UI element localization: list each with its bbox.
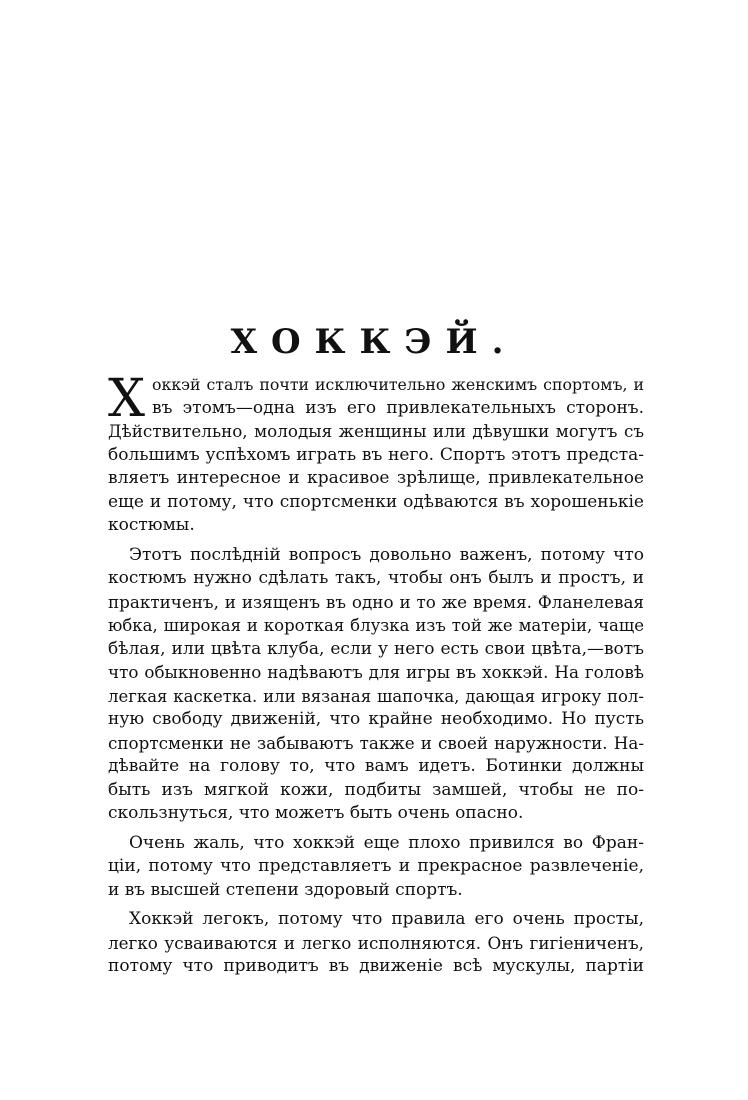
text-line: Дѣйствительно, молодыя женщины или дѣвушки могутъ съ <box>108 421 644 441</box>
body-text <box>108 369 644 979</box>
text-line: быть изъ мягкой кожи, подбиты замшей, чтобы не по- <box>108 779 644 800</box>
text-line: что обыкновенно надѣваютъ для игры въ хоккэй. На головѣ <box>108 662 644 682</box>
text-line: Этотъ послѣдній вопросъ довольно важенъ, потому что <box>129 544 644 565</box>
text-line: дѣвайте на голову то, что вамъ идетъ. Ботинки должны <box>108 756 644 776</box>
chapter-title: ХОККЭЙ. <box>230 322 518 362</box>
text-line: легко усваиваются и легко исполняются. Онъ гигіениченъ, <box>108 932 644 953</box>
text-line: костюмъ нужно сдѣлать такъ, чтобы онъ былъ и простъ, и <box>108 568 644 588</box>
text-line: Очень жаль, что хоккэй еще плохо привился во Фран- <box>129 832 644 853</box>
text-line: большимъ успѣхомъ играть въ него. Спортъ этотъ предста- <box>108 444 644 465</box>
text-line: еще и потому, что спортсменки одѣваются въ хорошенькіе <box>108 491 644 512</box>
text-line: практиченъ, и изященъ въ одно и то же время. Фланелевая <box>108 591 644 612</box>
text-line: ную свободу движеній, что крайне необходимо. Но пусть <box>108 709 644 729</box>
text-line: костюмы. <box>108 515 195 535</box>
text-line: Хоккэй легокъ, потому что правила его очень просты, <box>129 909 644 929</box>
text-line: легкая каскетка. или вязаная шапочка, дающая игроку пол- <box>108 686 644 706</box>
text-line: юбка, широкая и короткая блузка изъ той же матеріи, чаще <box>108 616 644 635</box>
paragraph-1 <box>108 369 644 538</box>
paragraph-4 <box>108 908 644 979</box>
text-line: и въ высшей степени здоровый спортъ. <box>108 879 463 900</box>
text-line: въ этомъ—одна изъ его привлекательныхъ сторонъ. <box>152 397 644 418</box>
text-line: ціи, потому что представляетъ и прекрасное развлеченіе, <box>108 856 644 876</box>
paragraph-2 <box>108 544 644 826</box>
text-line: бѣлая, или цвѣта клуба, если у него есть свои цвѣта,—вотъ <box>108 638 644 659</box>
text-line: оккэй сталъ почти исключительно женскимъ спортомъ, и <box>152 375 644 394</box>
text-line: скользнуться, что можетъ быть очень опасно. <box>108 803 524 823</box>
text-line: спортсменки не забываютъ также и своей наружности. На- <box>108 732 644 753</box>
text-line: вляетъ интересное и красивое зрѣлище, привлекательное <box>108 468 644 488</box>
drop-cap: Х <box>108 369 146 429</box>
text-line: потому что приводитъ въ движеніе всѣ мускулы, партіи <box>108 956 644 976</box>
paragraph-3 <box>108 832 644 903</box>
